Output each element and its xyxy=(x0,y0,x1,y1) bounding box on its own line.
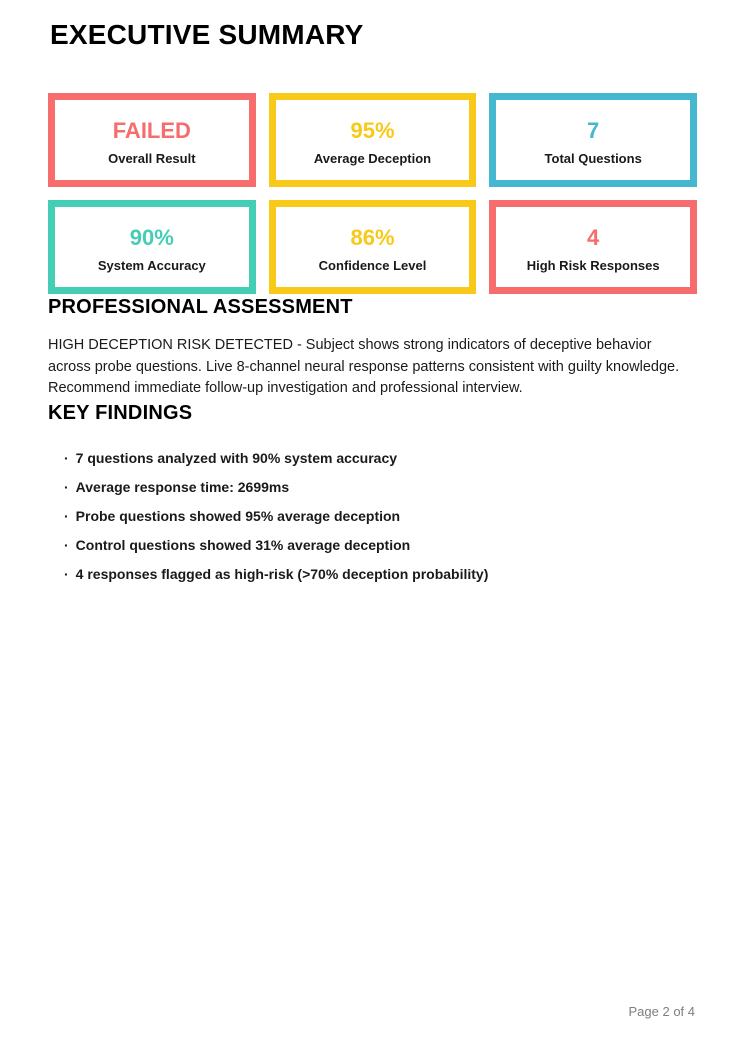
system-accuracy-label: System Accuracy xyxy=(97,258,206,273)
overall-result-value: FAILED xyxy=(112,118,191,143)
card-total-questions xyxy=(489,93,697,187)
card-high-risk-responses xyxy=(489,200,697,294)
page-title: EXECUTIVE SUMMARY xyxy=(50,19,364,50)
high-risk-responses-value: 4 xyxy=(587,225,600,250)
finding-text: 4 responses flagged as high-risk (>70% deception probability) xyxy=(75,565,489,582)
professional-assessment-body: HIGH DECEPTION RISK DETECTED - Subject shows strong indicators of deceptive behavior across probe questions. Live 8-channel neural response patterns consistent with guilty knowledge. Recommend immediate follow-up investigation and professional interview. xyxy=(48,337,680,396)
finding-text: Control questions showed 31% average deception xyxy=(75,536,411,553)
professional-assessment-heading: PROFESSIONAL ASSESSMENT xyxy=(48,296,353,318)
high-risk-responses-label: High Risk Responses xyxy=(526,258,660,273)
bullet-icon: · xyxy=(64,478,69,495)
key-findings-list xyxy=(48,451,697,581)
overall-result-label: Overall Result xyxy=(108,151,196,166)
bullet-icon: · xyxy=(64,449,69,466)
confidence-level-label: Confidence Level xyxy=(318,258,427,273)
total-questions-value: 7 xyxy=(587,118,600,143)
finding-item xyxy=(64,451,697,465)
bullet-icon: · xyxy=(64,565,69,582)
finding-item xyxy=(64,480,697,494)
card-confidence-level xyxy=(269,200,477,294)
key-findings-heading: KEY FINDINGS xyxy=(48,401,193,424)
finding-text: 7 questions analyzed with 90% system accuracy xyxy=(75,449,398,466)
average-deception-label: Average Deception xyxy=(313,151,432,166)
system-accuracy-value: 90% xyxy=(129,225,174,250)
card-system-accuracy xyxy=(48,200,256,294)
bullet-icon: · xyxy=(64,536,69,553)
card-average-deception xyxy=(269,93,477,187)
finding-text: Average response time: 2699ms xyxy=(75,478,290,495)
finding-item xyxy=(64,567,697,581)
bullet-icon: · xyxy=(64,507,69,524)
card-overall-result xyxy=(48,93,256,187)
finding-text: Probe questions showed 95% average deception xyxy=(75,507,401,524)
summary-stat-grid xyxy=(48,93,697,294)
total-questions-label: Total Questions xyxy=(544,151,642,166)
page-number: Page 2 of 4 xyxy=(628,1004,695,1019)
average-deception-value: 95% xyxy=(350,118,395,143)
finding-item xyxy=(64,538,697,552)
confidence-level-value: 86% xyxy=(350,225,395,250)
finding-item xyxy=(64,509,697,523)
